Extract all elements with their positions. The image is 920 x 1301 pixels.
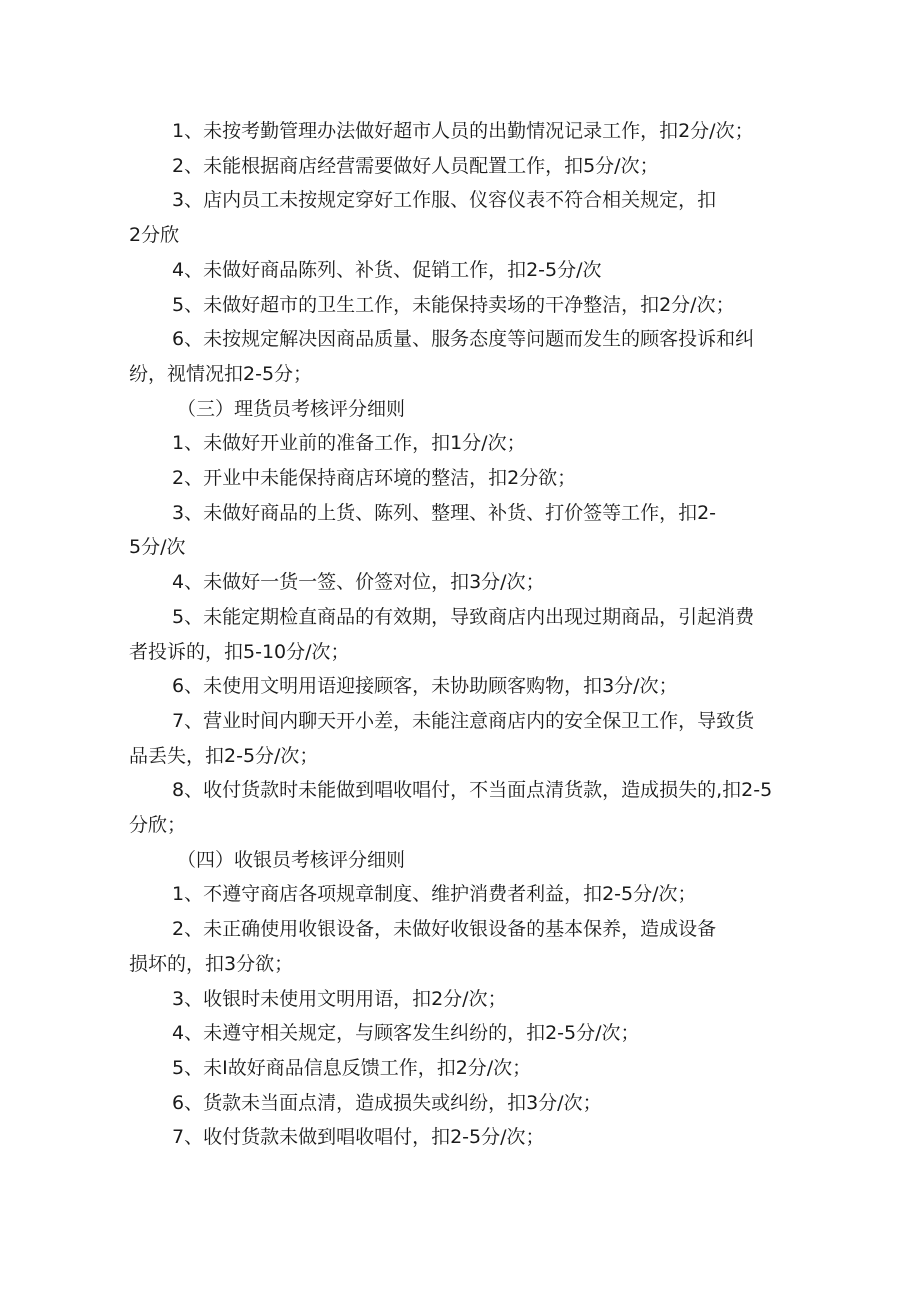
rule-line: 2、未正确使用收银设备，未做好收银设备的基本保养，造成设备 [172, 918, 717, 941]
rule-line-continuation: 2分欣 [129, 224, 180, 247]
rule-line: 1、不遵守商店各项规章制度、维护消费者利益，扣2-5分/次； [172, 883, 697, 906]
rule-line: 7、营业时间内聊天开小差，未能注意商店内的安全保卫工作，导致货 [172, 709, 755, 732]
rule-line: 2、开业中未能保持商店环境的整洁，扣2分欲； [172, 467, 577, 490]
section-cashier-rules [129, 843, 820, 1155]
rule-line-continuation: 分欣； [129, 814, 187, 837]
rule-line: 4、未做好商品陈列、补货、促销工作，扣2-5分/次 [172, 258, 602, 281]
rule-line: 5、未能定期检直商品的有效期，导致商店内出现过期商品，引起消费 [172, 605, 755, 628]
rule-line-continuation: 纷，视情况扣2-5分； [129, 362, 313, 385]
section-heading: （三）理货员考核评分细则 [177, 397, 406, 420]
rule-line: 4、未做好一货一签、价签对位，扣3分/次； [172, 571, 545, 594]
section-heading: （四）收银员考核评分细则 [177, 848, 406, 871]
rule-line: 3、未做好商品的上货、陈列、整理、补货、打价签等工作，扣2- [172, 501, 717, 524]
rule-line: 7、收付货款未做到唱收唱付，扣2-5分/次； [172, 1126, 545, 1149]
section-stock-clerk-rules [129, 392, 820, 843]
rule-line: 6、未按规定解决因商品质量、服务态度等问题而发生的顾客投诉和纠 [172, 328, 755, 351]
rule-line: 5、未做好超市的卫生工作，未能保持卖场的干净整洁，扣2分/次； [172, 293, 735, 316]
rule-line: 2、未能根据商店经营需要做好人员配置工作，扣5分/次； [172, 154, 659, 177]
rule-line: 6、货款未当面点清，造成损失或纠纷，扣3分/次； [172, 1091, 602, 1114]
rule-line: 1、未按考勤管理办法做好超市人员的出勤情况记录工作，扣2分/次； [172, 120, 754, 142]
rule-line-continuation: 5分/次 [129, 536, 186, 559]
rule-line: 6、未使用文明用语迎接顾客，未协助顾客购物，扣3分/次； [172, 675, 678, 698]
rule-line: 1、未做好开业前的准备工作，扣1分/次； [172, 432, 526, 455]
rule-line: 3、收银时未使用文明用语，扣2分/次； [172, 987, 507, 1010]
rule-line-continuation: 损坏的，扣3分欲； [129, 952, 294, 975]
rule-line: 4、未遵守相关规定，与顾客发生纠纷的，扣2-5分/次； [172, 1022, 640, 1045]
rule-line-continuation: 品丢失，扣2-5分/次； [129, 744, 319, 767]
rule-line: 5、未I故好商品信息反馈工作，扣2分/次； [172, 1056, 532, 1079]
rule-line-continuation: 者投诉的，扣5-10分/次； [129, 640, 350, 663]
rule-line: 3、店内员工未按规定穿好工作服、仪容仪表不符合相关规定，扣 [172, 189, 717, 212]
rule-line: 8、收付货款时未能做到唱收唱付，不当面点清货款，造成损失的,扣2-5 [172, 779, 773, 802]
section-cashier-attendance-rules [129, 114, 820, 392]
